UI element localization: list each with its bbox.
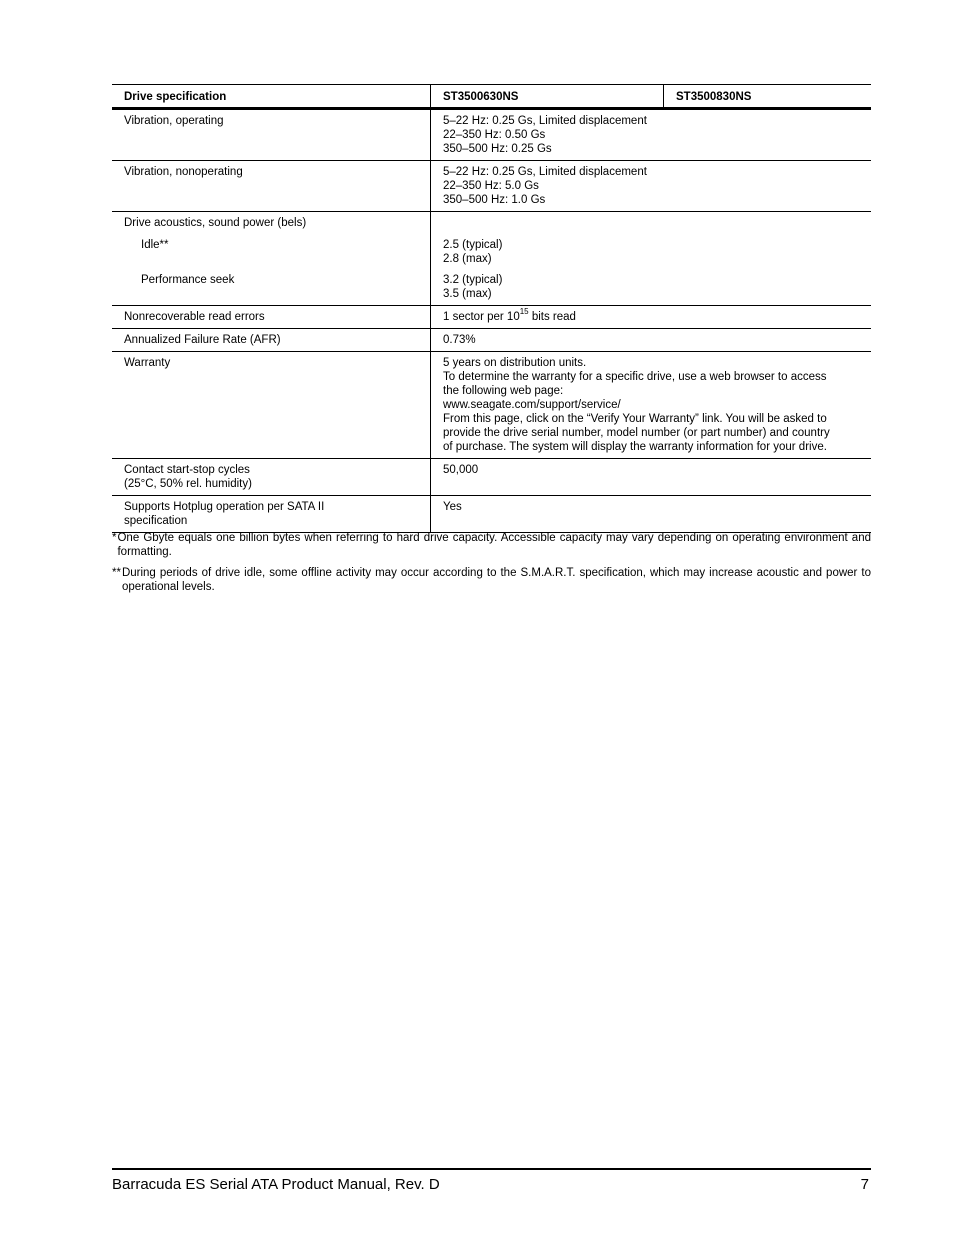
warranty-line: 5 years on distribution units. <box>443 357 587 369</box>
row-label: Vibration, operating <box>112 109 431 161</box>
read-errors-suffix: bits read <box>528 311 576 323</box>
read-errors-prefix: 1 sector per 10 <box>443 311 520 323</box>
idle-typical: 2.5 (typical) <box>443 239 503 251</box>
warranty-line: the following web page: <box>443 385 564 397</box>
idle-label: Idle** <box>141 239 169 251</box>
row-label <box>112 496 431 533</box>
label-line: Supports Hotplug operation per SATA II <box>124 501 325 513</box>
row-warranty <box>112 352 871 459</box>
row-label: Vibration, nonoperating <box>112 161 431 212</box>
warranty-line: To determine the warranty for a specific drive, use a web browser to access <box>443 371 827 383</box>
row-value: Yes <box>431 496 872 533</box>
row-value <box>431 212 872 306</box>
warranty-url: www.seagate.com/support/service/ <box>443 399 621 411</box>
footnotes <box>112 531 871 601</box>
row-vibration-operating <box>112 109 871 161</box>
read-errors-exponent: 15 <box>519 307 529 317</box>
row-value <box>431 109 872 161</box>
performance-seek-label: Performance seek <box>141 274 235 286</box>
row-hotplug <box>112 496 871 533</box>
seek-max: 3.5 (max) <box>443 288 492 300</box>
header-drive-specification: Drive specification <box>112 85 431 109</box>
row-label: Nonrecoverable read errors <box>112 306 431 329</box>
value-line: 22–350 Hz: 0.50 Gs <box>443 129 546 141</box>
value-line: 5–22 Hz: 0.25 Gs, Limited displacement <box>443 166 647 178</box>
value-line: 350–500 Hz: 0.25 Gs <box>443 143 552 155</box>
warranty-line: From this page, click on the “Verify Your Warranty” link. You will be asked to <box>443 413 827 425</box>
drive-spec-table <box>112 84 871 533</box>
table-header-row <box>112 85 871 109</box>
footnote-text: One Gbyte equals one billion bytes when referring to hard drive capacity. Accessible capacity may vary depending on operating environment and formatting. <box>117 532 871 558</box>
row-label <box>112 459 431 496</box>
footnote-mark: * <box>112 532 117 544</box>
row-contact-start-stop <box>112 459 871 496</box>
header-st3500630ns: ST3500630NS <box>431 85 664 109</box>
header-st3500830ns: ST3500830NS <box>664 85 872 109</box>
footnote-capacity <box>112 531 871 559</box>
footer-title: Barracuda ES Serial ATA Product Manual, Rev. D <box>112 1176 440 1193</box>
acoustics-label: Drive acoustics, sound power (bels) <box>124 217 307 229</box>
row-label: Warranty <box>112 352 431 459</box>
row-value: 50,000 <box>431 459 872 496</box>
row-value <box>431 306 872 329</box>
footnote-idle <box>112 566 871 594</box>
seek-typical: 3.2 (typical) <box>443 274 503 286</box>
page-number: 7 <box>860 1176 869 1193</box>
row-drive-acoustics <box>112 212 871 306</box>
warranty-line: provide the drive serial number, model number (or part number) and country <box>443 427 830 439</box>
row-afr <box>112 329 871 352</box>
label-line: (25°C, 50% rel. humidity) <box>124 478 252 490</box>
row-value <box>431 161 872 212</box>
warranty-line: of purchase. The system will display the warranty information for your drive. <box>443 441 827 453</box>
row-vibration-nonoperating <box>112 161 871 212</box>
idle-max: 2.8 (max) <box>443 253 492 265</box>
row-nonrecoverable-read-errors <box>112 306 871 329</box>
value-line: 5–22 Hz: 0.25 Gs, Limited displacement <box>443 115 647 127</box>
footnote-text: During periods of drive idle, some offline activity may occur according to the S.M.A.R.T. specification, which may increase acoustic and power to operational levels. <box>121 567 871 593</box>
footer-divider <box>112 1168 871 1170</box>
value-line: 22–350 Hz: 5.0 Gs <box>443 180 539 192</box>
row-label: Annualized Failure Rate (AFR) <box>112 329 431 352</box>
value-line: 350–500 Hz: 1.0 Gs <box>443 194 546 206</box>
label-line: specification <box>124 515 188 527</box>
row-value: 0.73% <box>431 329 872 352</box>
footnote-mark: ** <box>112 567 121 579</box>
row-value <box>431 352 872 459</box>
label-line: Contact start-stop cycles <box>124 464 250 476</box>
row-label <box>112 212 431 306</box>
